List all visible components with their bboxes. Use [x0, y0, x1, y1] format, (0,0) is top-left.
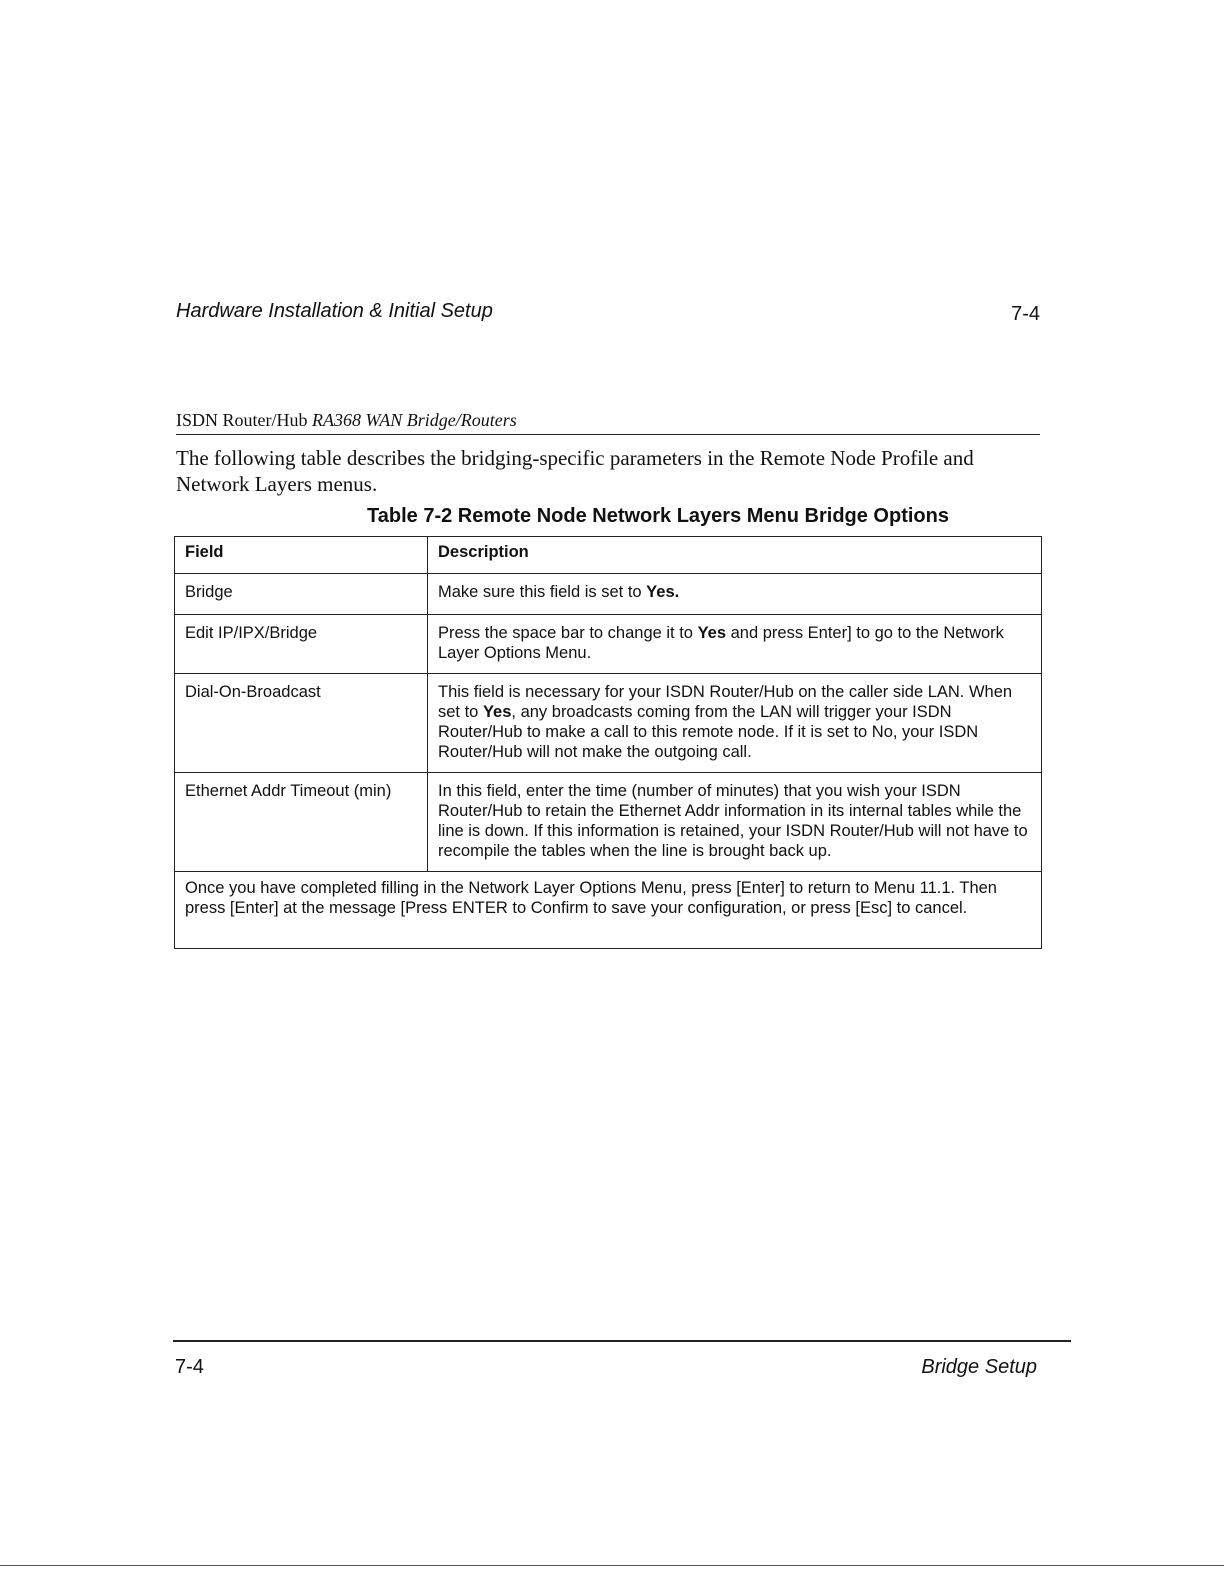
row-field: Dial-On-Broadcast	[175, 674, 428, 773]
row-description	[428, 674, 1042, 773]
table-row	[175, 773, 1042, 872]
row-description	[428, 615, 1042, 674]
table-row	[175, 574, 1042, 615]
table-caption: Table 7-2 Remote Node Network Layers Menu Bridge Options	[367, 505, 949, 527]
desc-text: Press the space bar to change it to	[438, 624, 698, 642]
running-header	[176, 300, 1040, 330]
table-row	[175, 674, 1042, 773]
table-footer-row	[175, 872, 1042, 949]
header-document-title: Hardware Installation & Initial Setup	[176, 300, 493, 322]
table-footer-note: Once you have completed filling in the Network Layer Options Menu, press [Enter] to return to Menu 11.1. Then press [Enter] at the message [Press ENTER to Confirm to save your configuration, or press [Esc] to cancel.	[175, 872, 1042, 949]
desc-emphasis: Yes.	[646, 583, 680, 601]
table-header-row	[175, 537, 1042, 574]
row-field: Bridge	[175, 574, 428, 615]
row-description	[428, 574, 1042, 615]
row-description	[428, 773, 1042, 872]
column-header-field: Field	[175, 537, 428, 574]
row-field: Ethernet Addr Timeout (min)	[175, 773, 428, 872]
subheader-product: ISDN Router/Hub	[176, 410, 308, 430]
subheader-model: RA368	[312, 410, 361, 430]
intro-paragraph: The following table describes the bridging-specific parameters in the Remote Node Profile and Network Layers menus.	[176, 446, 974, 496]
desc-text: , any broadcasts coming from the LAN will trigger your ISDN Router/Hub to make a call to this remote node. If it is set to No, your ISDN Router/Hub will not make the outgoing call.	[438, 703, 979, 761]
scan-edge-line	[0, 1565, 1224, 1566]
desc-text: In this field, enter the time (number of minutes) that you wish your ISDN Router/Hub to retain the Ethernet Addr information in its internal tables while the line is down. If this information is retained, your ISDN Router/Hub will not have to recompile the tables when the line is brought back up.	[438, 782, 1028, 860]
product-subheader	[176, 410, 1040, 435]
header-page-number: 7-4	[1011, 303, 1040, 325]
footer-chapter-title: Bridge Setup	[921, 1356, 1037, 1378]
desc-emphasis: Yes	[697, 624, 727, 642]
row-field: Edit IP/IPX/Bridge	[175, 615, 428, 674]
desc-text: Make sure this field is set to	[438, 583, 647, 601]
bridge-options-table	[174, 536, 1042, 949]
running-footer	[173, 1340, 1071, 1382]
desc-emphasis: Yes	[482, 703, 512, 721]
subheader-series: WAN Bridge/Routers	[365, 410, 517, 430]
footer-page-number: 7-4	[175, 1356, 204, 1378]
table-row	[175, 615, 1042, 674]
desc-text: This field is necessary for your ISDN Router/Hub on the caller side LAN. When set to	[438, 683, 1013, 721]
column-header-description: Description	[428, 537, 1042, 574]
desc-text: and press Enter] to go to the Network Layer Options Menu.	[438, 624, 1004, 662]
